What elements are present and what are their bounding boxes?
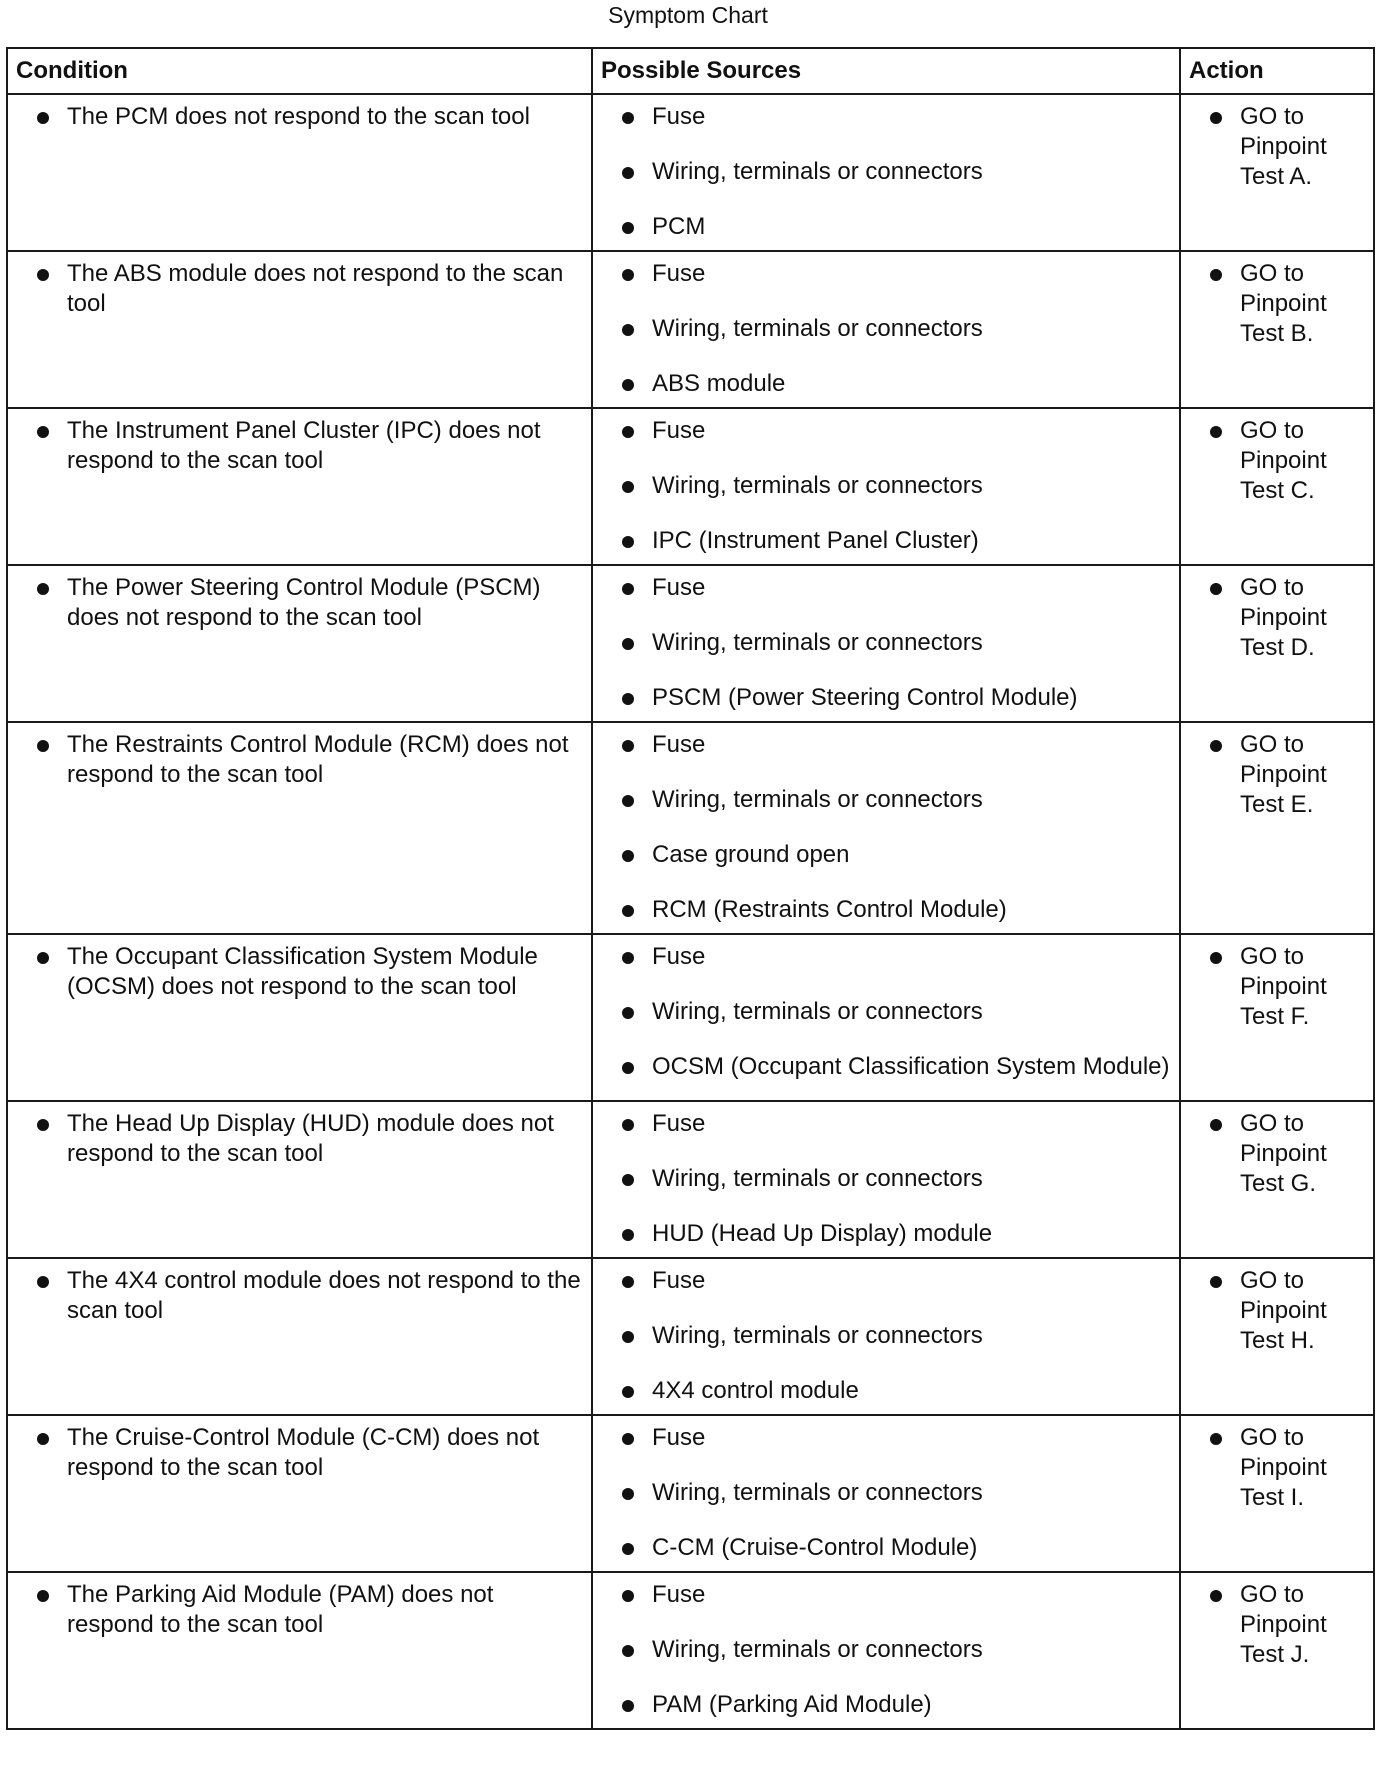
condition-cell <box>7 565 592 722</box>
source-item <box>601 1635 1171 1665</box>
source-text: PCM <box>652 213 706 240</box>
table-row <box>7 1258 1374 1415</box>
source-item <box>601 102 1171 132</box>
action-cell <box>1180 722 1374 934</box>
bullet-icon <box>622 1276 634 1288</box>
source-item <box>601 314 1171 344</box>
sources-header: Possible Sources <box>592 48 1180 94</box>
action-text: Pinpoint <box>1240 290 1327 317</box>
bullet-icon <box>37 1119 49 1131</box>
condition-text: The Parking Aid Module (PAM) does not respond to the scan tool <box>67 1581 494 1638</box>
condition-text: The Occupant Classification System Module (OCSM) does not respond to the scan tool <box>67 943 538 1000</box>
bullet-icon <box>1210 740 1222 752</box>
bullet-icon <box>1210 269 1222 281</box>
source-text: Wiring, terminals or connectors <box>652 1165 983 1192</box>
source-text: Fuse <box>652 103 706 130</box>
bullet-icon <box>1210 1119 1222 1131</box>
bullet-icon <box>622 1386 634 1398</box>
action-cell <box>1180 1572 1374 1729</box>
bullet-icon <box>622 795 634 807</box>
source-text: PAM (Parking Aid Module) <box>652 1691 932 1718</box>
action-text: Test E. <box>1240 791 1314 818</box>
bullet-icon <box>622 112 634 124</box>
condition-header: Condition <box>7 48 592 94</box>
action-text: Pinpoint <box>1240 1454 1327 1481</box>
action-text: GO to <box>1240 417 1305 444</box>
table-row <box>7 1101 1374 1258</box>
bullet-icon <box>622 1433 634 1445</box>
bullet-icon <box>1210 1433 1222 1445</box>
action-cell <box>1180 1258 1374 1415</box>
condition-cell <box>7 1572 592 1729</box>
bullet-icon <box>622 1331 634 1343</box>
source-text: PSCM (Power Steering Control Module) <box>652 684 1078 711</box>
source-text: RCM (Restraints Control Module) <box>652 896 1007 923</box>
table-row <box>7 251 1374 408</box>
bullet-icon <box>37 1433 49 1445</box>
action-cell <box>1180 251 1374 408</box>
source-item <box>601 997 1171 1027</box>
condition-item <box>16 416 583 476</box>
source-text: Wiring, terminals or connectors <box>652 472 983 499</box>
bullet-icon <box>37 952 49 964</box>
action-text: Pinpoint <box>1240 1611 1327 1638</box>
table-row <box>7 94 1374 251</box>
source-text: 4X4 control module <box>652 1377 859 1404</box>
source-item <box>601 1219 1171 1249</box>
symptom-chart-table <box>6 47 1375 1730</box>
chart-body <box>7 94 1374 1729</box>
action-text: GO to <box>1240 1424 1305 1451</box>
source-item <box>601 1376 1171 1406</box>
action-text: GO to <box>1240 1110 1305 1137</box>
table-row <box>7 934 1374 1101</box>
action-text: GO to <box>1240 943 1305 970</box>
source-item <box>601 730 1171 760</box>
action-text: GO to <box>1240 1581 1305 1608</box>
source-item <box>601 942 1171 972</box>
bullet-icon <box>622 693 634 705</box>
source-item <box>601 1052 1171 1082</box>
source-text: Wiring, terminals or connectors <box>652 629 983 656</box>
source-item <box>601 1478 1171 1508</box>
bullet-icon <box>622 740 634 752</box>
condition-item <box>16 102 583 132</box>
source-text: Fuse <box>652 1110 706 1137</box>
action-text: Pinpoint <box>1240 973 1327 1000</box>
source-text: Fuse <box>652 574 706 601</box>
condition-text: The Restraints Control Module (RCM) does not respond to the scan tool <box>67 731 569 788</box>
table-row <box>7 1415 1374 1572</box>
bullet-icon <box>622 850 634 862</box>
action-text: Test J. <box>1240 1641 1310 1668</box>
action-text: Test G. <box>1240 1170 1317 1197</box>
bullet-icon <box>622 167 634 179</box>
action-cell <box>1180 1415 1374 1572</box>
bullet-icon <box>622 222 634 234</box>
bullet-icon <box>1210 1590 1222 1602</box>
action-text: Test D. <box>1240 634 1315 661</box>
source-item <box>601 1109 1171 1139</box>
bullet-icon <box>37 426 49 438</box>
action-text: Pinpoint <box>1240 761 1327 788</box>
condition-text: The 4X4 control module does not respond to the scan tool <box>67 1267 581 1324</box>
bullet-icon <box>622 379 634 391</box>
source-item <box>601 1164 1171 1194</box>
bullet-icon <box>622 583 634 595</box>
bullet-icon <box>1210 1276 1222 1288</box>
bullet-icon <box>622 269 634 281</box>
bullet-icon <box>37 740 49 752</box>
source-item <box>601 1690 1171 1720</box>
condition-cell <box>7 94 592 251</box>
source-text: Fuse <box>652 417 706 444</box>
action-text: GO to <box>1240 1267 1305 1294</box>
condition-cell <box>7 1415 592 1572</box>
source-item <box>601 157 1171 187</box>
source-text: Case ground open <box>652 841 850 868</box>
source-item <box>601 840 1171 870</box>
sources-cell <box>592 934 1180 1101</box>
sources-cell <box>592 94 1180 251</box>
source-text: Fuse <box>652 1581 706 1608</box>
condition-item <box>16 573 583 633</box>
source-text: Wiring, terminals or connectors <box>652 998 983 1025</box>
action-cell <box>1180 408 1374 565</box>
action-text: Test I. <box>1240 1484 1305 1511</box>
table-row <box>7 1572 1374 1729</box>
bullet-icon <box>622 1062 634 1074</box>
source-text: IPC (Instrument Panel Cluster) <box>652 527 979 554</box>
bullet-icon <box>37 1590 49 1602</box>
condition-cell <box>7 722 592 934</box>
source-item <box>601 1533 1171 1563</box>
source-item <box>601 785 1171 815</box>
condition-item <box>16 1266 583 1326</box>
action-header: Action <box>1180 48 1374 94</box>
sources-cell <box>592 722 1180 934</box>
sources-cell <box>592 251 1180 408</box>
action-cell <box>1180 1101 1374 1258</box>
bullet-icon <box>37 1276 49 1288</box>
bullet-icon <box>622 1119 634 1131</box>
source-text: ABS module <box>652 370 786 397</box>
action-item <box>1189 259 1365 349</box>
sources-cell <box>592 565 1180 722</box>
source-item <box>601 259 1171 289</box>
source-item <box>601 683 1171 713</box>
source-item <box>601 895 1171 925</box>
condition-cell <box>7 934 592 1101</box>
bullet-icon <box>622 1543 634 1555</box>
bullet-icon <box>1210 112 1222 124</box>
source-text: Wiring, terminals or connectors <box>652 1479 983 1506</box>
bullet-icon <box>1210 583 1222 595</box>
source-text: Fuse <box>652 731 706 758</box>
bullet-icon <box>622 481 634 493</box>
source-item <box>601 573 1171 603</box>
source-item <box>601 1266 1171 1296</box>
source-text: Wiring, terminals or connectors <box>652 158 983 185</box>
sources-cell <box>592 1258 1180 1415</box>
action-text: GO to <box>1240 260 1305 287</box>
bullet-icon <box>622 324 634 336</box>
action-text: Test A. <box>1240 163 1313 190</box>
bullet-icon <box>622 426 634 438</box>
action-text: GO to <box>1240 103 1305 130</box>
source-item <box>601 369 1171 399</box>
action-text: Test B. <box>1240 320 1314 347</box>
sources-cell <box>592 1572 1180 1729</box>
table-row <box>7 565 1374 722</box>
condition-item <box>16 1580 583 1640</box>
bullet-icon <box>622 638 634 650</box>
source-text: Wiring, terminals or connectors <box>652 1636 983 1663</box>
action-item <box>1189 102 1365 192</box>
action-item <box>1189 416 1365 506</box>
bullet-icon <box>622 1645 634 1657</box>
source-item <box>601 1580 1171 1610</box>
bullet-icon <box>37 112 49 124</box>
condition-text: The Head Up Display (HUD) module does not respond to the scan tool <box>67 1110 554 1167</box>
source-text: C-CM (Cruise-Control Module) <box>652 1534 978 1561</box>
condition-item <box>16 1109 583 1169</box>
condition-text: The Instrument Panel Cluster (IPC) does not respond to the scan tool <box>67 417 541 474</box>
header-row <box>7 48 1374 94</box>
bullet-icon <box>622 1488 634 1500</box>
action-item <box>1189 1266 1365 1356</box>
sources-cell <box>592 408 1180 565</box>
source-text: Wiring, terminals or connectors <box>652 786 983 813</box>
condition-item <box>16 1423 583 1483</box>
source-text: OCSM (Occupant Classification System Module) <box>652 1053 1170 1080</box>
source-item <box>601 526 1171 556</box>
action-cell <box>1180 94 1374 251</box>
action-text: Pinpoint <box>1240 604 1327 631</box>
condition-text: The Power Steering Control Module (PSCM) does not respond to the scan tool <box>67 574 541 631</box>
source-text: HUD (Head Up Display) module <box>652 1220 993 1247</box>
condition-cell <box>7 408 592 565</box>
condition-item <box>16 942 583 1002</box>
source-text: Fuse <box>652 1424 706 1451</box>
action-cell <box>1180 934 1374 1101</box>
bullet-icon <box>37 269 49 281</box>
condition-text: The PCM does not respond to the scan tool <box>67 103 530 130</box>
source-text: Fuse <box>652 1267 706 1294</box>
bullet-icon <box>622 1007 634 1019</box>
condition-item <box>16 730 583 790</box>
bullet-icon <box>622 1700 634 1712</box>
source-text: Wiring, terminals or connectors <box>652 315 983 342</box>
action-item <box>1189 1109 1365 1199</box>
condition-item <box>16 259 583 319</box>
bullet-icon <box>622 1590 634 1602</box>
bullet-icon <box>622 905 634 917</box>
source-text: Fuse <box>652 943 706 970</box>
action-text: Pinpoint <box>1240 1140 1327 1167</box>
condition-text: The ABS module does not respond to the scan tool <box>67 260 564 317</box>
action-text: Test F. <box>1240 1003 1310 1030</box>
condition-cell <box>7 1258 592 1415</box>
bullet-icon <box>37 583 49 595</box>
source-text: Fuse <box>652 260 706 287</box>
action-item <box>1189 1423 1365 1513</box>
condition-cell <box>7 1101 592 1258</box>
chart-caption: Symptom Chart <box>608 2 768 28</box>
sources-cell <box>592 1101 1180 1258</box>
sources-cell <box>592 1415 1180 1572</box>
bullet-icon <box>622 952 634 964</box>
bullet-icon <box>622 536 634 548</box>
source-text: Wiring, terminals or connectors <box>652 1322 983 1349</box>
source-item <box>601 628 1171 658</box>
action-text: Test C. <box>1240 477 1315 504</box>
action-item <box>1189 573 1365 663</box>
action-text: Pinpoint <box>1240 133 1327 160</box>
table-row <box>7 722 1374 934</box>
action-text: GO to <box>1240 574 1305 601</box>
source-item <box>601 1423 1171 1453</box>
action-cell <box>1180 565 1374 722</box>
bullet-icon <box>1210 952 1222 964</box>
bullet-icon <box>622 1174 634 1186</box>
source-item <box>601 471 1171 501</box>
bullet-icon <box>1210 426 1222 438</box>
bullet-icon <box>622 1229 634 1241</box>
action-text: GO to <box>1240 731 1305 758</box>
table-row <box>7 408 1374 565</box>
action-item <box>1189 730 1365 820</box>
action-text: Test H. <box>1240 1327 1315 1354</box>
action-item <box>1189 1580 1365 1670</box>
source-item <box>601 212 1171 242</box>
condition-cell <box>7 251 592 408</box>
source-item <box>601 416 1171 446</box>
source-item <box>601 1321 1171 1351</box>
condition-text: The Cruise-Control Module (C-CM) does not respond to the scan tool <box>67 1424 540 1481</box>
action-item <box>1189 942 1365 1032</box>
action-text: Pinpoint <box>1240 447 1327 474</box>
action-text: Pinpoint <box>1240 1297 1327 1324</box>
